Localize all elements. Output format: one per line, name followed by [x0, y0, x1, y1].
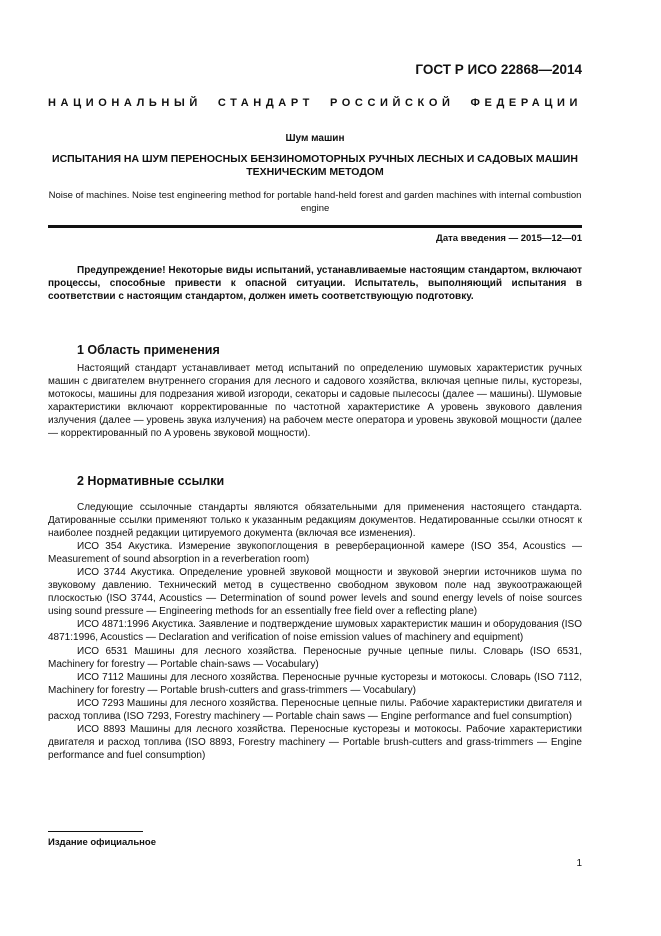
- reference-iso-354: ИСО 354 Акустика. Измерение звукопоглощения в реверберационной камере (ISO 354, Acoustics — Measurement of sound absorption in a reverberation room): [48, 541, 582, 566]
- document-title-en: Noise of machines. Noise test engineering method for portable hand-held forest and garden machines with internal combustion engine: [48, 190, 582, 214]
- reference-iso-7293: ИСО 7293 Машины для лесного хозяйства. Переносные цепные пилы. Рабочие характеристики двигателя и расход топлива (ISO 7293, Forestry machinery — Portable chain saws — Engine performance and fuel consumption): [48, 697, 582, 722]
- section-2-body: [48, 501, 582, 762]
- warning-paragraph: Предупреждение! Некоторые виды испытаний, устанавливаемые настоящим стандартом, включают процессы, способные привести к опасной ситуации. Испытатель, выполняющий испытания в соответствии с настоящим стандартом, должен иметь соответствующую подготовку.: [48, 265, 582, 302]
- reference-iso-4871: ИСО 4871:1996 Акустика. Заявление и подтверждение шумовых характеристик машин и оборудования (ISO 4871:1996, Acoustics — Declaration and verification of noise emission values of machinery and equipment): [48, 619, 582, 644]
- document-title-ru: ИСПЫТАНИЯ НА ШУМ ПЕРЕНОСНЫХ БЕНЗИНОМОТОРНЫХ РУЧНЫХ ЛЕСНЫХ И САДОВЫХ МАШИН ТЕХНИЧЕСКИМ МЕТОДОМ: [52, 153, 578, 178]
- reference-iso-3744: ИСО 3744 Акустика. Определение уровней звуковой мощности и звуковой энергии источников шума по звуковому давлению. Технический метод в существенно свободном звуковом поле над звукоотражающей плоскостью (ISO 3744, Acoustics — Determination of sound power levels and sound energy levels of noise sources using sound pressure — Engineering methods for an essentially free field over a reflecting plane): [48, 567, 582, 618]
- edition-note: Издание официальное: [48, 837, 156, 848]
- header-divider: [48, 225, 582, 228]
- reference-iso-8893: ИСО 8893 Машины для лесного хозяйства. Переносные кусторезы и мотокосы. Рабочие характеристики двигателя и расход топлива (ISO 8893, Forestry machinery — Portable brush-cutters and grass-trimmers — Engine performance and fuel consumption): [48, 723, 582, 761]
- page-number: 1: [576, 858, 582, 869]
- document-code: ГОСТ Р ИСО 22868—2014: [415, 62, 582, 77]
- reference-iso-6531: ИСО 6531 Машины для лесного хозяйства. Переносные ручные цепные пилы. Словарь (ISO 6531, Machinery for forestry — Portable chain-saws — Vocabulary): [48, 645, 582, 670]
- section-1-paragraph: Настоящий стандарт устанавливает метод испытаний по определению шумовых характеристик ручных машин с двигателем внутреннего сгорания для лесного и садового хозяйства, включая цепные пилы, кусторезы, мотокосы, машины для подрезания живой изгороди, секаторы и садовые пылесосы (далее — машины). Шумовые характеристики включают корректированные по частотной характеристике A уровень звукового давления излучения (далее — уровень звука излучения) на рабочем месте оператора и уровень звуковой мощности (далее — корректированный по A уровень звуковой мощности).: [48, 363, 582, 440]
- section-2-paragraph: Следующие ссылочные стандарты являются обязательными для применения настоящего стандарта. Датированные ссылки применяют только к указанным редакциям документов. Недатированные ссылки относят к наиболее поздней редакции цитируемого документа (включая все изменения).: [48, 502, 582, 540]
- introduction-date: Дата введения — 2015—12—01: [436, 233, 582, 244]
- section-2-heading: 2 Нормативные ссылки: [77, 474, 225, 488]
- section-1-body: [48, 362, 582, 440]
- section-1-heading: 1 Область применения: [77, 343, 220, 357]
- national-standard-banner: НАЦИОНАЛЬНЫЙ СТАНДАРТ РОССИЙСКОЙ ФЕДЕРАЦИИ: [48, 97, 582, 109]
- footer-divider: [48, 831, 143, 832]
- subject-line: Шум машин: [285, 133, 345, 144]
- reference-iso-7112: ИСО 7112 Машины для лесного хозяйства. Переносные ручные кусторезы и мотокосы. Словарь (ISO 7112, Machinery for forestry — Portable brush-cutters and grass-trimmers — Vocabulary): [48, 671, 582, 696]
